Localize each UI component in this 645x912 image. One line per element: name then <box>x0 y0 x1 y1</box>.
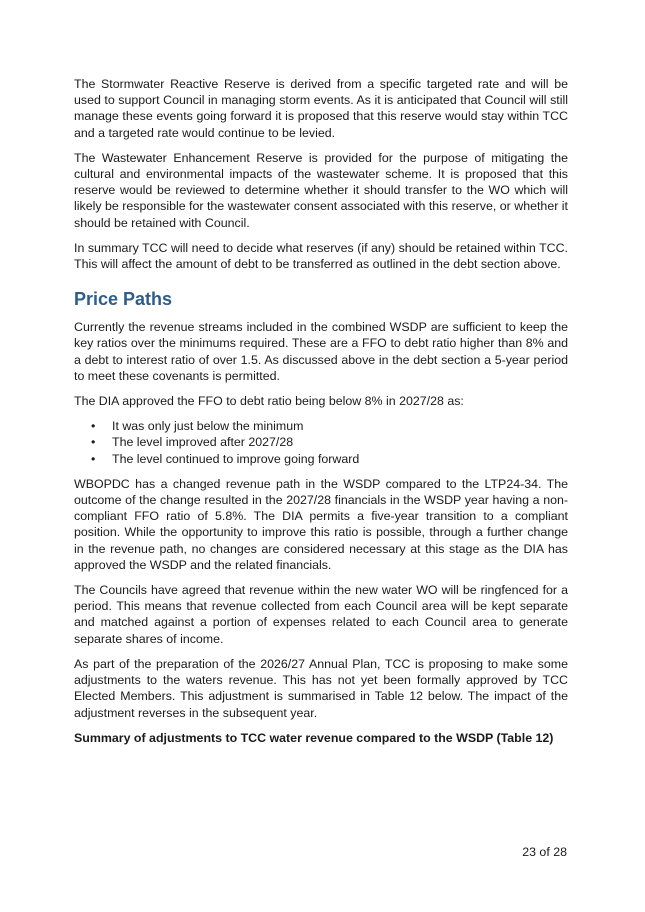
page-number: 23 of 28 <box>522 845 567 859</box>
dia-statement-paragraph: The DIA approved the FFO to debt ratio being below 8% in 2027/28 as: <box>74 394 464 409</box>
list-item <box>74 434 568 450</box>
dia-reasons-list <box>74 418 568 467</box>
stormwater-reserve-paragraph: The Stormwater Reactive Reserve is derived from a specific targeted rate and will be used to support Council in managing storm events. As it is anticipated that Council will still manage these events going forward it is proposed that this reserve would stay within TCC and a targeted rate would continue to be levied. <box>74 77 568 140</box>
bullet-icon: • <box>91 435 96 450</box>
bullet-icon: • <box>91 419 96 434</box>
list-item <box>74 418 568 434</box>
wastewater-reserve-paragraph: The Wastewater Enhancement Reserve is provided for the purpose of mitigating the cultural and environmental impacts of the wastewater scheme. It is proposed that this reserve would be reviewed to determine whether it should transfer to the WO which will likely be responsible for the wastewater consent associated with this reserve, or whether it should be retained with Council. <box>74 150 568 230</box>
document-page <box>74 76 568 746</box>
list-item-text: It was only just below the minimum <box>112 419 304 434</box>
list-item-text: The level improved after 2027/28 <box>112 435 294 450</box>
annual-plan-paragraph: As part of the preparation of the 2026/27 Annual Plan, TCC is proposing to make some adjustments to the waters revenue. This has not yet been formally approved by TCC Elected Members. This adjustment is summarised in Table 12 below. The impact of the adjustment reverses in the subsequent year. <box>74 656 568 720</box>
table-caption: Summary of adjustments to TCC water revenue compared to the WSDP (Table 12) <box>74 730 554 745</box>
list-item <box>74 451 568 467</box>
reserves-summary-paragraph: In summary TCC will need to decide what reserves (if any) should be retained within TCC. This will affect the amount of debt to be transferred as outlined in the debt section above. <box>74 240 568 272</box>
price-paths-intro-paragraph: Currently the revenue streams included in the combined WSDP are sufficient to keep the key ratios over the minimums required. These are a FFO to debt ratio higher than 8% and a debt to interest ratio of over 1.5. As discussed above in the debt section a 5-year period to meet these covenants is permitted. <box>74 320 568 383</box>
bullet-icon: • <box>91 451 96 466</box>
list-item-text: The level continued to improve going forward <box>112 451 360 466</box>
wbopdc-revenue-paragraph: WBOPDC has a changed revenue path in the WSDP compared to the LTP24-34. The outcome of the change resulted in the 2027/28 financials in the WSDP year having a non-compliant FFO ratio of 5.8%. The DIA permits a five-year transition to a compliant position. While the opportunity to improve this ratio is possible, through a further change in the revenue path, no changes are considered necessary at this stage as the DIA has approved the WSDP and the related financials. <box>74 476 568 572</box>
section-heading-price-paths: Price Paths <box>74 289 173 310</box>
ringfenced-revenue-paragraph: The Councils have agreed that revenue within the new water WO will be ringfenced for a period. This means that revenue collected from each Council area will be kept separate and matched against a portion of expenses related to each Council area to generate separate shares of income. <box>74 583 568 646</box>
